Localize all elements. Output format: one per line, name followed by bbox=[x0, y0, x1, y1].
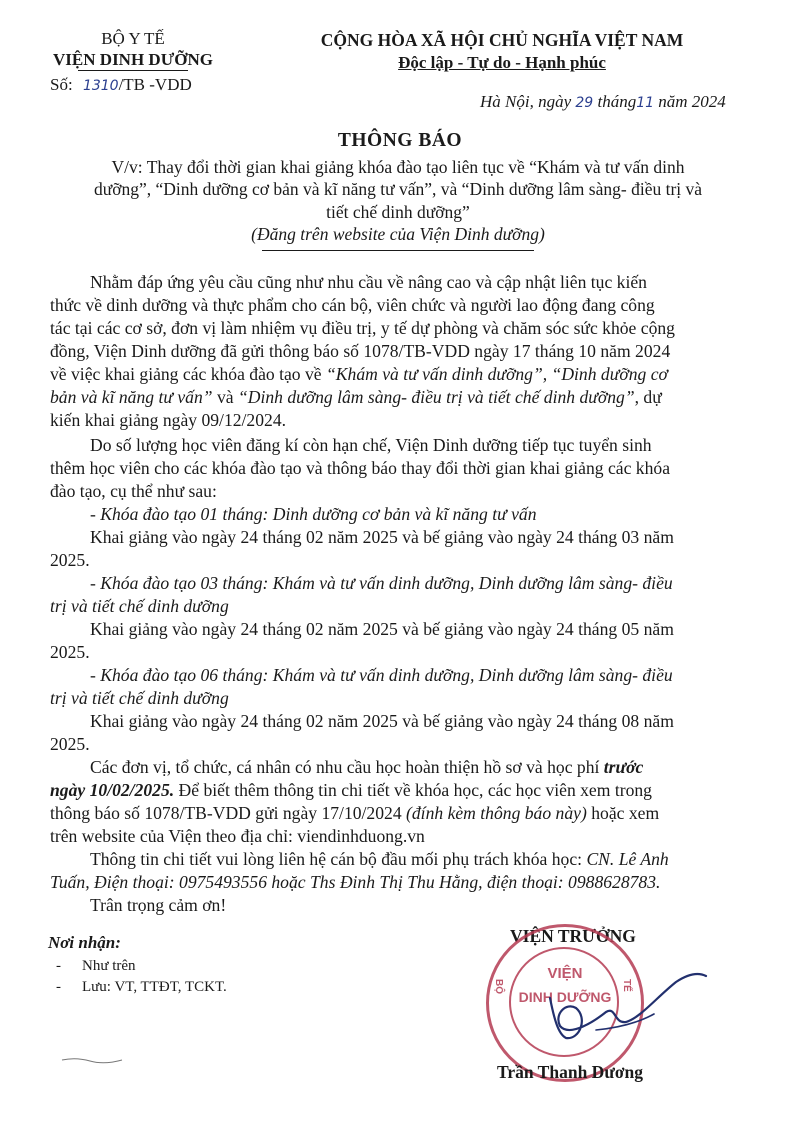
body-p1-du: , dự bbox=[634, 387, 662, 407]
motto: Độc lập - Tự do - Hạnh phúc bbox=[398, 53, 606, 72]
body-p2-line2: thêm học viên cho các khóa đào tạo và thông báo thay đổi thời gian khai giảng các khóa bbox=[50, 458, 670, 478]
date-year: năm 2024 bbox=[658, 92, 726, 111]
deadline-date: ngày 10/02/2025. bbox=[50, 780, 175, 800]
course-names-2: bản và kĩ năng tư vấn” bbox=[50, 387, 213, 407]
course-3-title-line2: trị và tiết chế dinh dưỡng bbox=[50, 688, 229, 708]
course-1-date-line1: Khai giảng vào ngày 24 tháng 02 năm 2025 và bế giảng vào ngày 24 tháng 03 năm bbox=[90, 527, 674, 547]
body-p1-line3: tác tại các cơ sở, đơn vị làm nhiệm vụ điều trị, y tế dự phòng và chăm sóc sức khỏe cộng bbox=[50, 318, 675, 338]
course-2-date-line1: Khai giảng vào ngày 24 tháng 02 năm 2025 và bế giảng vào ngày 24 tháng 05 năm bbox=[90, 619, 674, 639]
course-2-title-line1: - Khóa đào tạo 03 tháng: Khám và tư vấn dinh dưỡng, Dinh dưỡng lâm sàng- điều bbox=[90, 573, 673, 593]
body-p3-text-3: thông báo số 1078/TB-VDD gửi ngày 17/10/2024 bbox=[50, 803, 407, 823]
scribble-mark bbox=[60, 1052, 124, 1070]
body-p3-line3 bbox=[50, 802, 740, 825]
body-p4-line1 bbox=[90, 848, 780, 871]
body-p1-line5 bbox=[50, 363, 740, 386]
body-p4-line2: Tuấn, Điện thoại: 0975493556 hoặc Ths Đinh Thị Thu Hằng, điện thoại: 0988628783. bbox=[50, 872, 661, 892]
institute-underline bbox=[78, 70, 188, 71]
closing-thanks: Trân trọng cảm ơn! bbox=[90, 895, 227, 915]
institute-name: VIỆN DINH DƯỠNG bbox=[53, 50, 213, 69]
header-left bbox=[28, 28, 238, 71]
number-suffix: /TB -VDD bbox=[118, 75, 192, 94]
deadline-prefix: trước bbox=[603, 757, 644, 777]
recipient-item-2: - Lưu: VT, TTĐT, TCKT. bbox=[56, 979, 227, 995]
country-name: CỘNG HÒA XÃ HỘI CHỦ NGHĨA VIỆT NAM bbox=[320, 30, 684, 50]
subject-line-3: tiết chế dinh dưỡng” bbox=[326, 201, 470, 222]
seal-text-line-1: VIỆN bbox=[547, 965, 583, 982]
body-p3-line1 bbox=[90, 756, 780, 779]
seal-text-right: TẾ bbox=[621, 979, 632, 992]
number-label: Số: bbox=[50, 75, 73, 94]
recipient-item-2-text: Lưu: VT, TTĐT, TCKT. bbox=[82, 979, 227, 995]
seal-text-line-2: DINH DƯỠNG bbox=[518, 989, 612, 1005]
signatory-name: Trần Thanh Dương bbox=[497, 1062, 643, 1082]
subject bbox=[48, 156, 748, 246]
ministry-name: BỘ Y TẾ bbox=[101, 29, 165, 48]
body-p3-text-1: Các đơn vị, tổ chức, cá nhân có nhu cầu học hoàn thiện hồ sơ và học phí bbox=[90, 757, 604, 777]
recipients-heading: Nơi nhận: bbox=[48, 933, 121, 952]
course-1-title: - Khóa đào tạo 01 tháng: Dinh dưỡng cơ bản và kĩ năng tư vấn bbox=[90, 504, 537, 524]
course-3-date-line2: 2025. bbox=[50, 734, 90, 754]
recipient-item-1: - Như trên bbox=[56, 958, 136, 974]
recipient-item-1-text: Như trên bbox=[82, 958, 136, 974]
date-month: 11 bbox=[636, 95, 655, 111]
date-line bbox=[480, 92, 726, 112]
body-p2-line1: Do số lượng học viên đăng kí còn hạn chế, Viện Dinh dưỡng tiếp tục tuyển sinh bbox=[90, 435, 652, 455]
date-month-label: tháng bbox=[597, 92, 637, 111]
page-title: THÔNG BÁO bbox=[337, 130, 463, 151]
body-p1-line5-text: về việc khai giảng các khóa đào tạo về bbox=[50, 364, 327, 384]
body-p3-line2 bbox=[50, 779, 740, 802]
attachment-note: (đính kèm thông báo này) bbox=[406, 803, 587, 823]
body-p4-text: Thông tin chi tiết vui lòng liên hệ cán bộ đầu mối phụ trách khóa học: bbox=[90, 849, 587, 869]
body-p1-line6 bbox=[50, 386, 740, 409]
course-names-1: “Khám và tư vấn dinh dưỡng”, “Dinh dưỡng cơ bbox=[326, 364, 668, 384]
body-p1-line2: thức về dinh dưỡng và thực phẩm cho cán bộ, viên chức và người lao động đang công bbox=[50, 295, 655, 315]
body-p1-and: và bbox=[212, 387, 238, 407]
seal-text-left: BỘ bbox=[493, 979, 504, 994]
body-p1-line1: Nhằm đáp ứng yêu cầu cũng như nhu cầu về nâng cao và cập nhật liên tục kiến bbox=[90, 272, 647, 292]
recipients-list bbox=[56, 956, 227, 998]
contact-name-1: CN. Lê Anh bbox=[586, 849, 669, 869]
course-2-title-line2: trị và tiết chế dinh dưỡng bbox=[50, 596, 229, 616]
course-1-date-line2: 2025. bbox=[50, 550, 90, 570]
body-p3-text-4: hoặc xem bbox=[586, 803, 660, 823]
document-number bbox=[50, 75, 192, 95]
body-p3-text-2: Để biết thêm thông tin chi tiết về khóa học, các học viên xem trong bbox=[174, 780, 652, 800]
number-handwritten: 1310 bbox=[82, 78, 119, 94]
body-p3-line4: trên website của Viện theo địa chỉ: viendinhduong.vn bbox=[50, 826, 425, 846]
subject-line-2: dưỡng”, “Dinh dưỡng cơ bản và kĩ năng tư vấn”, và “Dinh dưỡng lâm sàng- điều trị và bbox=[93, 179, 703, 200]
subject-divider bbox=[262, 250, 534, 251]
header-right bbox=[296, 28, 708, 74]
course-3-date-line1: Khai giảng vào ngày 24 tháng 02 năm 2025 và bế giảng vào ngày 24 tháng 08 năm bbox=[90, 711, 674, 731]
subject-line-1: V/v: Thay đổi thời gian khai giảng khóa đào tạo liên tục về “Khám và tư vấn dinh bbox=[111, 157, 685, 177]
handwritten-signature bbox=[536, 968, 716, 1063]
date-place: Hà Nội, ngày bbox=[480, 92, 572, 111]
body-p2-line3: đào tạo, cụ thể như sau: bbox=[50, 481, 217, 501]
course-2-date-line2: 2025. bbox=[50, 642, 90, 662]
body-p1-line7: kiến khai giảng ngày 09/12/2024. bbox=[50, 410, 287, 430]
signature-title: VIỆN TRƯỞNG bbox=[510, 926, 636, 946]
body-p1-line4: đồng, Viện Dinh dưỡng đã gửi thông báo số 1078/TB-VDD ngày 17 tháng 10 năm 2024 bbox=[50, 341, 671, 361]
date-day: 29 bbox=[575, 95, 594, 111]
course-3-title-line1: - Khóa đào tạo 06 tháng: Khám và tư vấn dinh dưỡng, Dinh dưỡng lâm sàng- điều bbox=[90, 665, 673, 685]
course-names-3: “Dinh dưỡng lâm sàng- điều trị và tiết chế dinh dưỡng” bbox=[237, 387, 635, 407]
subject-note: (Đăng trên website của Viện Dinh dưỡng) bbox=[251, 224, 545, 245]
